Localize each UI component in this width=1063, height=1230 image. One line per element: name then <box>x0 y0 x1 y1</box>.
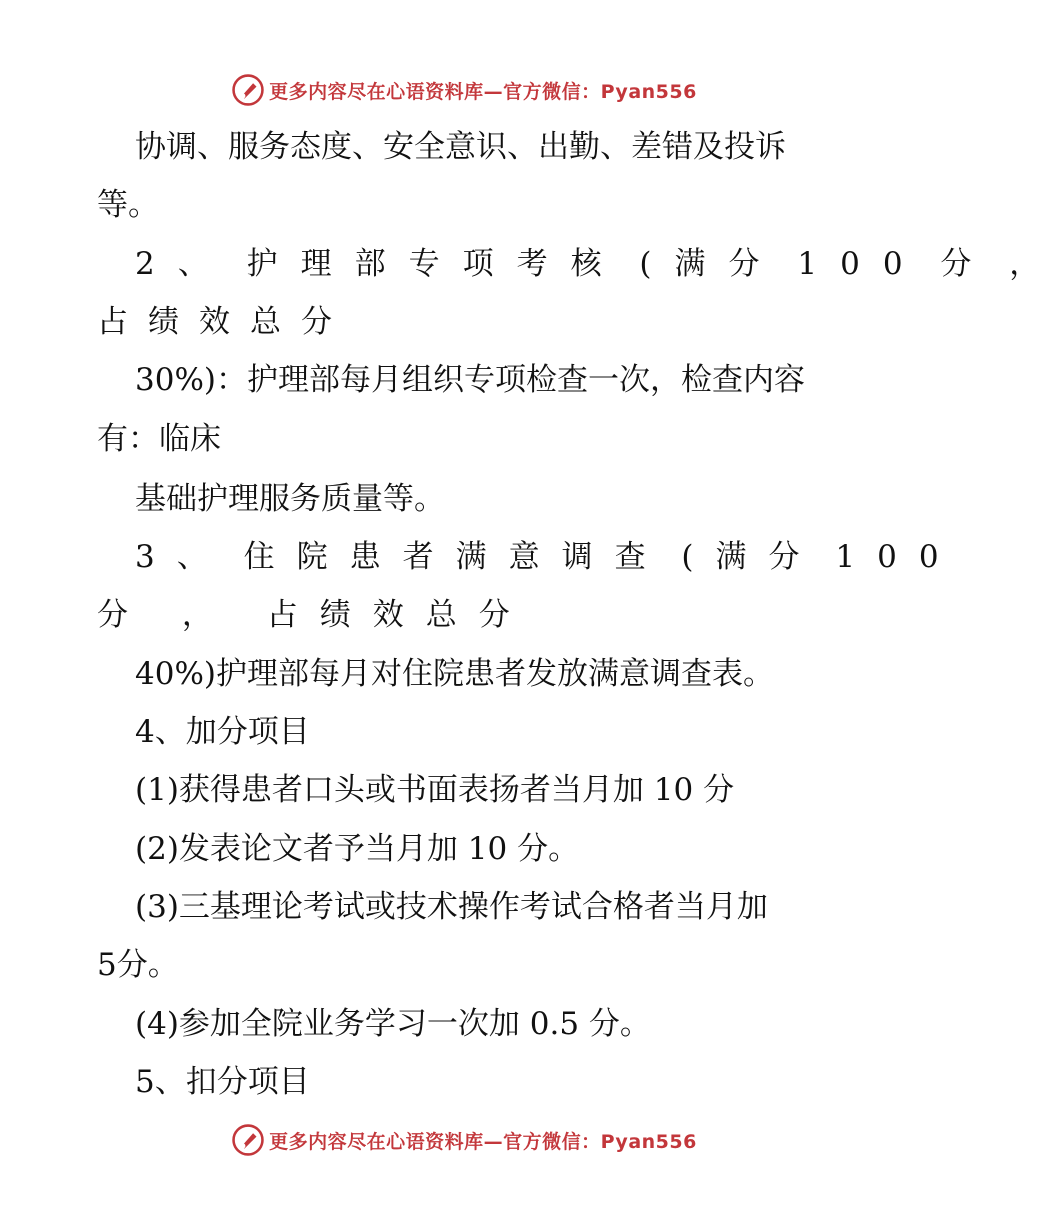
text-line: (1)获得患者口头或书面表扬者当月加 10 分 <box>135 772 735 808</box>
text-line: 5、扣分项目 <box>135 1064 310 1100</box>
header-banner <box>0 70 950 110</box>
text-line: 等。 <box>97 187 159 223</box>
text-line: 基础护理服务质量等。 <box>135 481 445 517</box>
pen-nib-logo-icon <box>231 1123 265 1157</box>
pen-nib-logo-icon <box>231 73 265 107</box>
text-line: 4、加分项目 <box>135 714 310 750</box>
text-line: 有：临床 <box>97 421 221 457</box>
text-line: 2、 护理部专项考核 (满分 100 分 ， <box>135 246 1063 282</box>
text-line: (4)参加全院业务学习一次加 0.5 分。 <box>135 1006 651 1042</box>
text-line: 占绩效总分 <box>97 304 352 340</box>
text-line: (3)三基理论考试或技术操作考试合格者当月加 <box>135 889 768 925</box>
banner-text: 更多内容尽在心语资料库—官方微信：Pyan556 <box>269 1130 697 1153</box>
banner-text: 更多内容尽在心语资料库—官方微信：Pyan556 <box>269 80 697 103</box>
footer-banner <box>0 1120 950 1160</box>
text-line: 30%)：护理部每月组织专项检查一次，检查内容 <box>135 362 805 398</box>
text-line: 3、 住院患者满意调查 (满分 100 <box>135 539 961 575</box>
text-line: 协调、服务态度、安全意识、出勤、差错及投诉 <box>135 129 786 165</box>
text-line: 分 ， 占绩效总分 <box>97 597 532 633</box>
text-line: 40%)护理部每月对住院患者发放满意调查表。 <box>135 656 774 692</box>
text-line: (2)发表论文者予当月加 10 分。 <box>135 831 580 867</box>
text-line: 5分。 <box>97 947 179 983</box>
